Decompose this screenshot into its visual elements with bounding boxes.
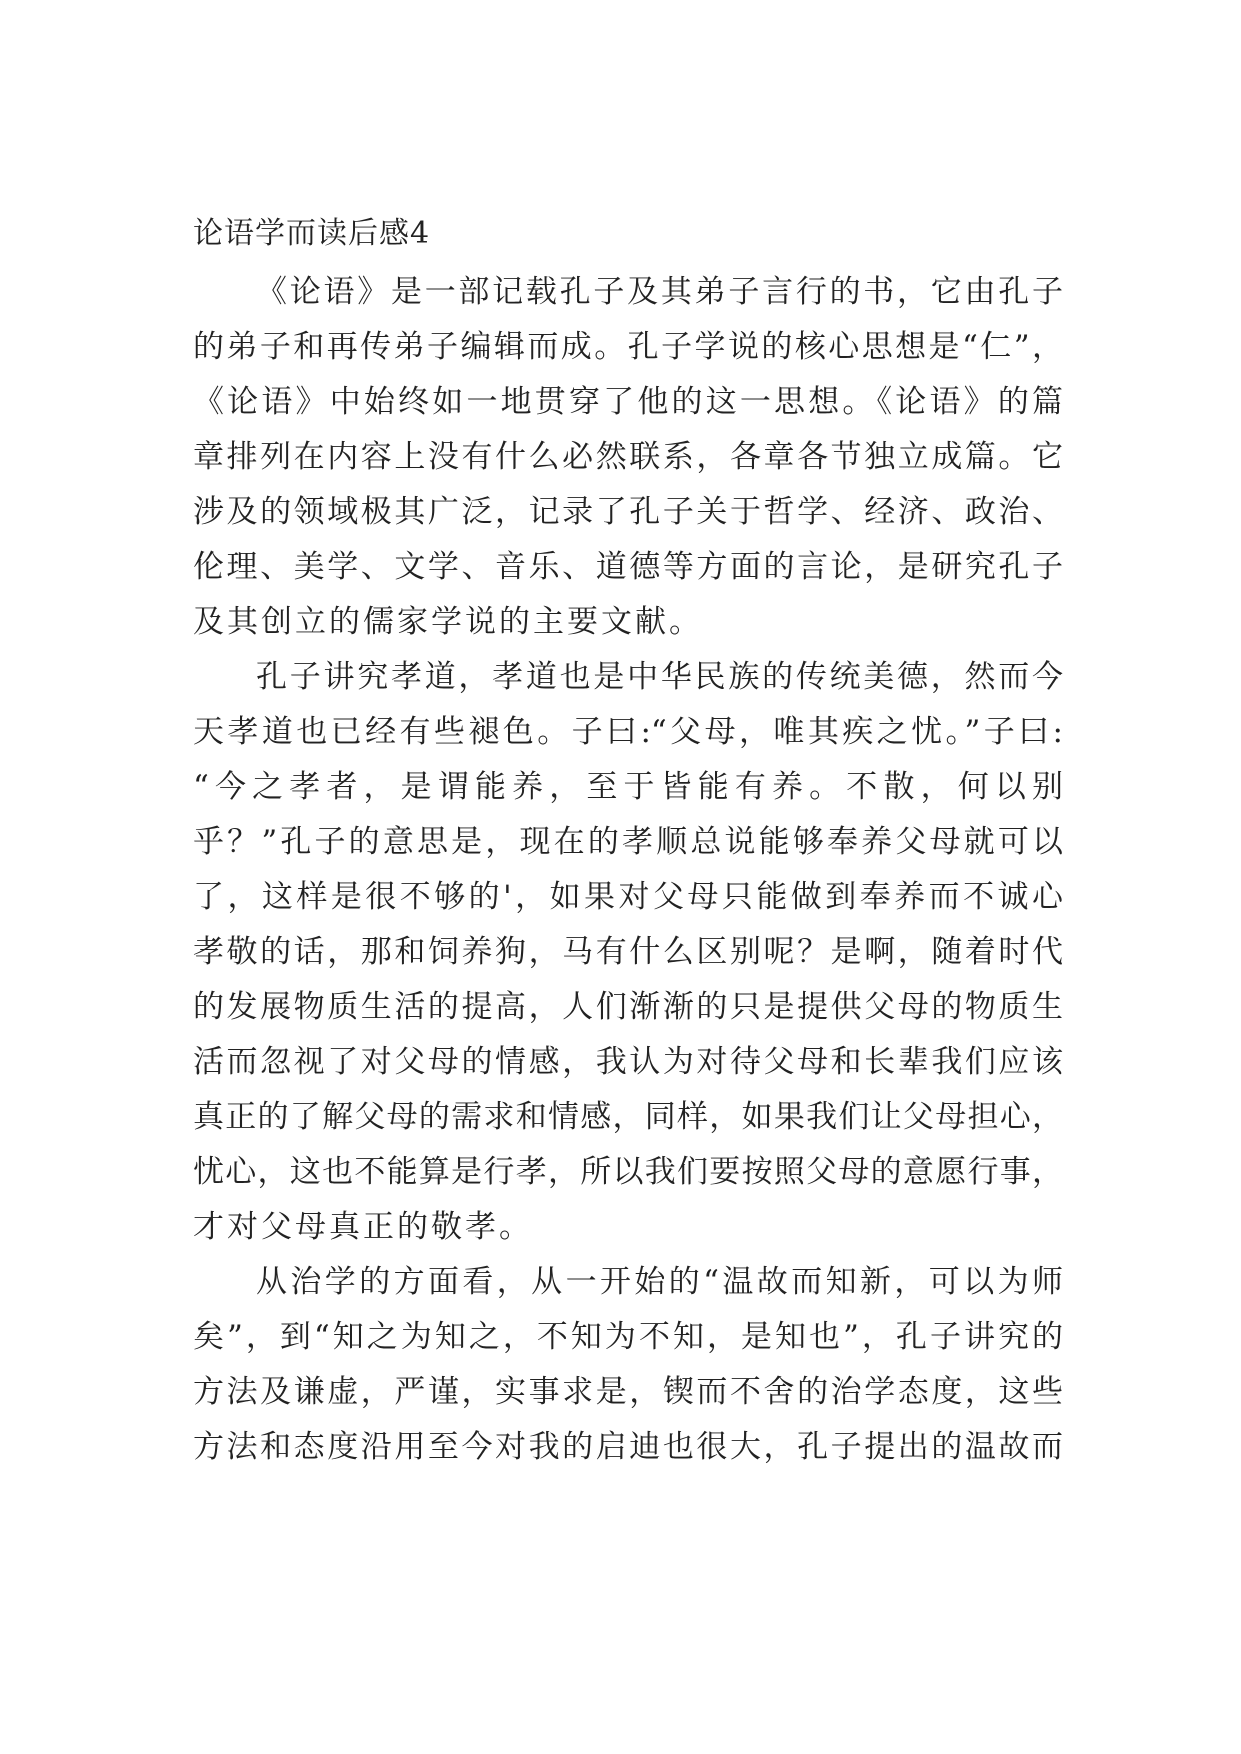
text-line: 的弟子和再传弟子编辑而成。孔子学说的核心思想是“仁”， [193, 329, 1063, 365]
text-line: 《论语》中始终如一地贯穿了他的这一思想。《论语》的篇 [193, 384, 1063, 420]
text-line: 伦理、美学、文学、音乐、道德等方面的言论，是研究孔子 [193, 549, 1063, 585]
text-line: 孝敬的话，那和饲养狗，马有什么区别呢？是啊，随着时代 [193, 934, 1063, 970]
text-line: 才对父母真正的敬孝。 [193, 1209, 533, 1245]
paragraph-lines [193, 272, 1063, 1467]
text-line: 的发展物质生活的提高，人们渐渐的只是提供父母的物质生 [193, 989, 1063, 1025]
text-line: “今之孝者，是谓能养，至于皆能有养。不散，何以别 [193, 769, 1063, 805]
text-line: 方法和态度沿用至今对我的启迪也很大，孔子提出的温故而 [193, 1429, 1063, 1465]
text-line: 章排列在内容上没有什么必然联系，各章各节独立成篇。它 [193, 439, 1063, 475]
document-body [193, 214, 1063, 1482]
text-line: 活而忽视了对父母的情感，我认为对待父母和长辈我们应该 [193, 1044, 1063, 1080]
text-line: 孔子讲究孝道，孝道也是中华民族的传统美德，然而今 [256, 659, 1063, 695]
text-line: 真正的了解父母的需求和情感，同样，如果我们让父母担心， [193, 1099, 1063, 1135]
document-title: 论语学而读后感4 [193, 216, 431, 251]
text-line: 乎？”孔子的意思是，现在的孝顺总说能够奉养父母就可以 [193, 824, 1063, 860]
text-line: 及其创立的儒家学说的主要文献。 [193, 604, 703, 640]
text-line: 了，这样是很不够的'，如果对父母只能做到奉养而不诚心 [193, 879, 1063, 915]
text-line: 《论语》是一部记载孔子及其弟子言行的书，它由孔子 [256, 274, 1063, 310]
text-line: 天孝道也已经有些褪色。子曰:“父母，唯其疾之忧。”子曰: [193, 714, 1063, 750]
text-line: 从治学的方面看，从一开始的“温故而知新，可以为师 [256, 1264, 1063, 1300]
text-line: 涉及的领域极其广泛，记录了孔子关于哲学、经济、政治、 [193, 494, 1063, 530]
text-line: 矣”，到“知之为知之，不知为不知，是知也”，孔子讲究的 [193, 1319, 1063, 1355]
text-line: 方法及谦虚，严谨，实事求是，锲而不舍的治学态度，这些 [193, 1374, 1063, 1410]
text-line: 忧心，这也不能算是行孝，所以我们要按照父母的意愿行事， [193, 1154, 1063, 1190]
